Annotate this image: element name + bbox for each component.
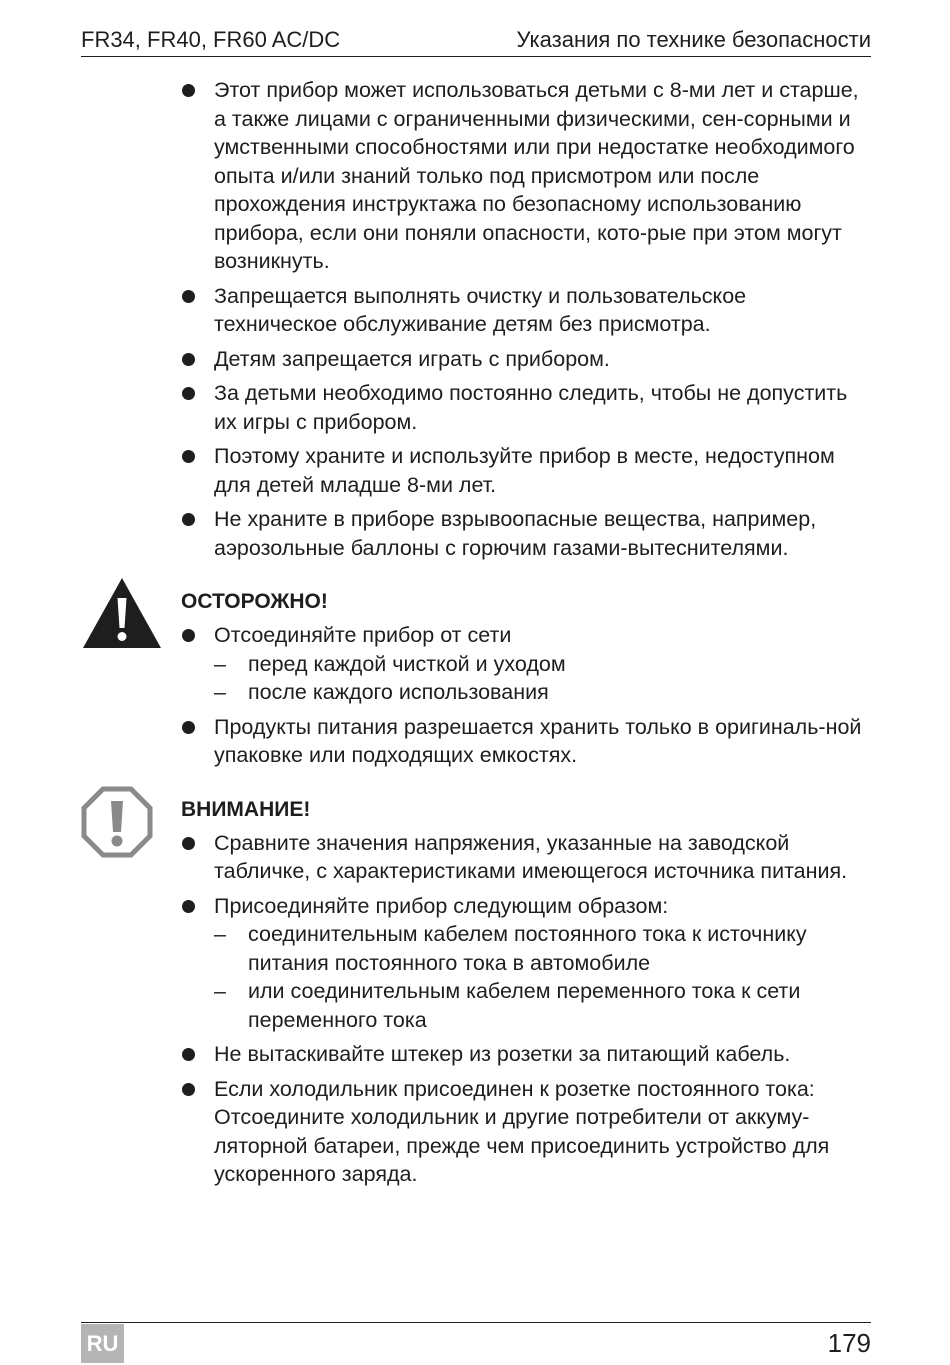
list-item: За детьми необходимо постоянно следить, чтобы не допустить их игры с прибором. [181,379,873,436]
bullet-icon [182,837,195,850]
bullet-icon [182,721,195,734]
bullet-icon [182,450,195,463]
bullet-icon [182,1083,195,1096]
list-item: Не вытаскивайте штекер из розетки за питающий кабель. [181,1040,873,1069]
page-content [181,76,873,1195]
octagon-exclamation-icon [81,786,153,858]
sub-list-item: – после каждого использования [214,678,873,707]
dash-icon: – [214,680,226,704]
page-number: 179 [827,1328,871,1358]
sub-list-item: – перед каждой чисткой и уходом [214,650,873,679]
sub-list [214,650,873,707]
language-badge: RU [81,1324,124,1363]
dash-icon: – [214,979,226,1003]
bullet-icon [182,1048,195,1061]
sub-list [214,920,873,1034]
bullet-icon [182,387,195,400]
bullet-icon [182,84,195,97]
sub-list-item: – соединительным кабелем постоянного тока к источнику питания постоянного тока в автомобиле [214,922,807,975]
caution-list [181,621,873,770]
footer-divider [81,1322,871,1323]
bullet-icon [182,513,195,526]
caution-section [181,588,873,770]
list-item: Сравните значения напряжения, указанные на заводской табличке, с характеристиками имеющегося источника питания. [181,829,873,886]
notice-title: ВНИМАНИЕ! [181,797,311,821]
list-item: Детям запрещается играть с прибором. [181,345,873,374]
bullet-icon [182,900,195,913]
warning-triangle-icon [81,576,163,650]
list-item: Запрещается выполнять очистку и пользовательское техническое обслуживание детям без присмотра. [181,282,873,339]
list-item: Не храните в приборе взрывоопасные вещества, например, аэрозольные баллоны с горючим газами-вытеснителями. [181,505,873,562]
list-item: Этот прибор может использоваться детьми с 8-ми лет и старше, а также лицами с ограниченными физическими, сен-сорными и умственными способностями или при недостатке необходимого опыта и/или знаний только под присмотром или после прохождения инструктажа по безопасному использованию прибора, если они поняли опасности, кото-рые при этом могут возникнуть. [181,76,873,276]
dash-icon: – [214,922,226,946]
intro-list [181,76,873,562]
bullet-icon [182,629,195,642]
header-model: FR34, FR40, FR60 AC/DC [81,27,341,52]
list-item: Присоединяйте прибор следующим образом: – соединительным кабелем постоянного тока к источнику питания постоянного тока в автомобиле – или соединительным кабелем переменного тока к сети переменного тока [181,892,873,1035]
list-item: Продукты питания разрешается хранить только в оригиналь-ной упаковке или подходящих емкостях. [181,713,873,770]
header-section-title: Указания по технике безопасности [516,27,871,52]
list-item: Отсоединяйте прибор от сети – перед каждой чисткой и уходом – после каждого использования [181,621,873,707]
bullet-icon [182,353,195,366]
list-item: Поэтому храните и используйте прибор в месте, недоступном для детей младше 8-ми лет. [181,442,873,499]
notice-list [181,829,873,1189]
bullet-icon [182,290,195,303]
page-header [81,26,871,57]
dash-icon: – [214,651,226,676]
caution-title: ОСТОРОЖНО! [181,590,328,613]
list-item: Если холодильник присоединен к розетке постоянного тока: Отсоедините холодильник и другие потребители от аккуму-ляторной батареи, прежде чем присоединить устройство для ускоренного заряда. [181,1075,873,1189]
notice-section [181,796,873,1189]
sub-list-item: – или соединительным кабелем переменного тока к сети переменного тока [214,979,801,1032]
